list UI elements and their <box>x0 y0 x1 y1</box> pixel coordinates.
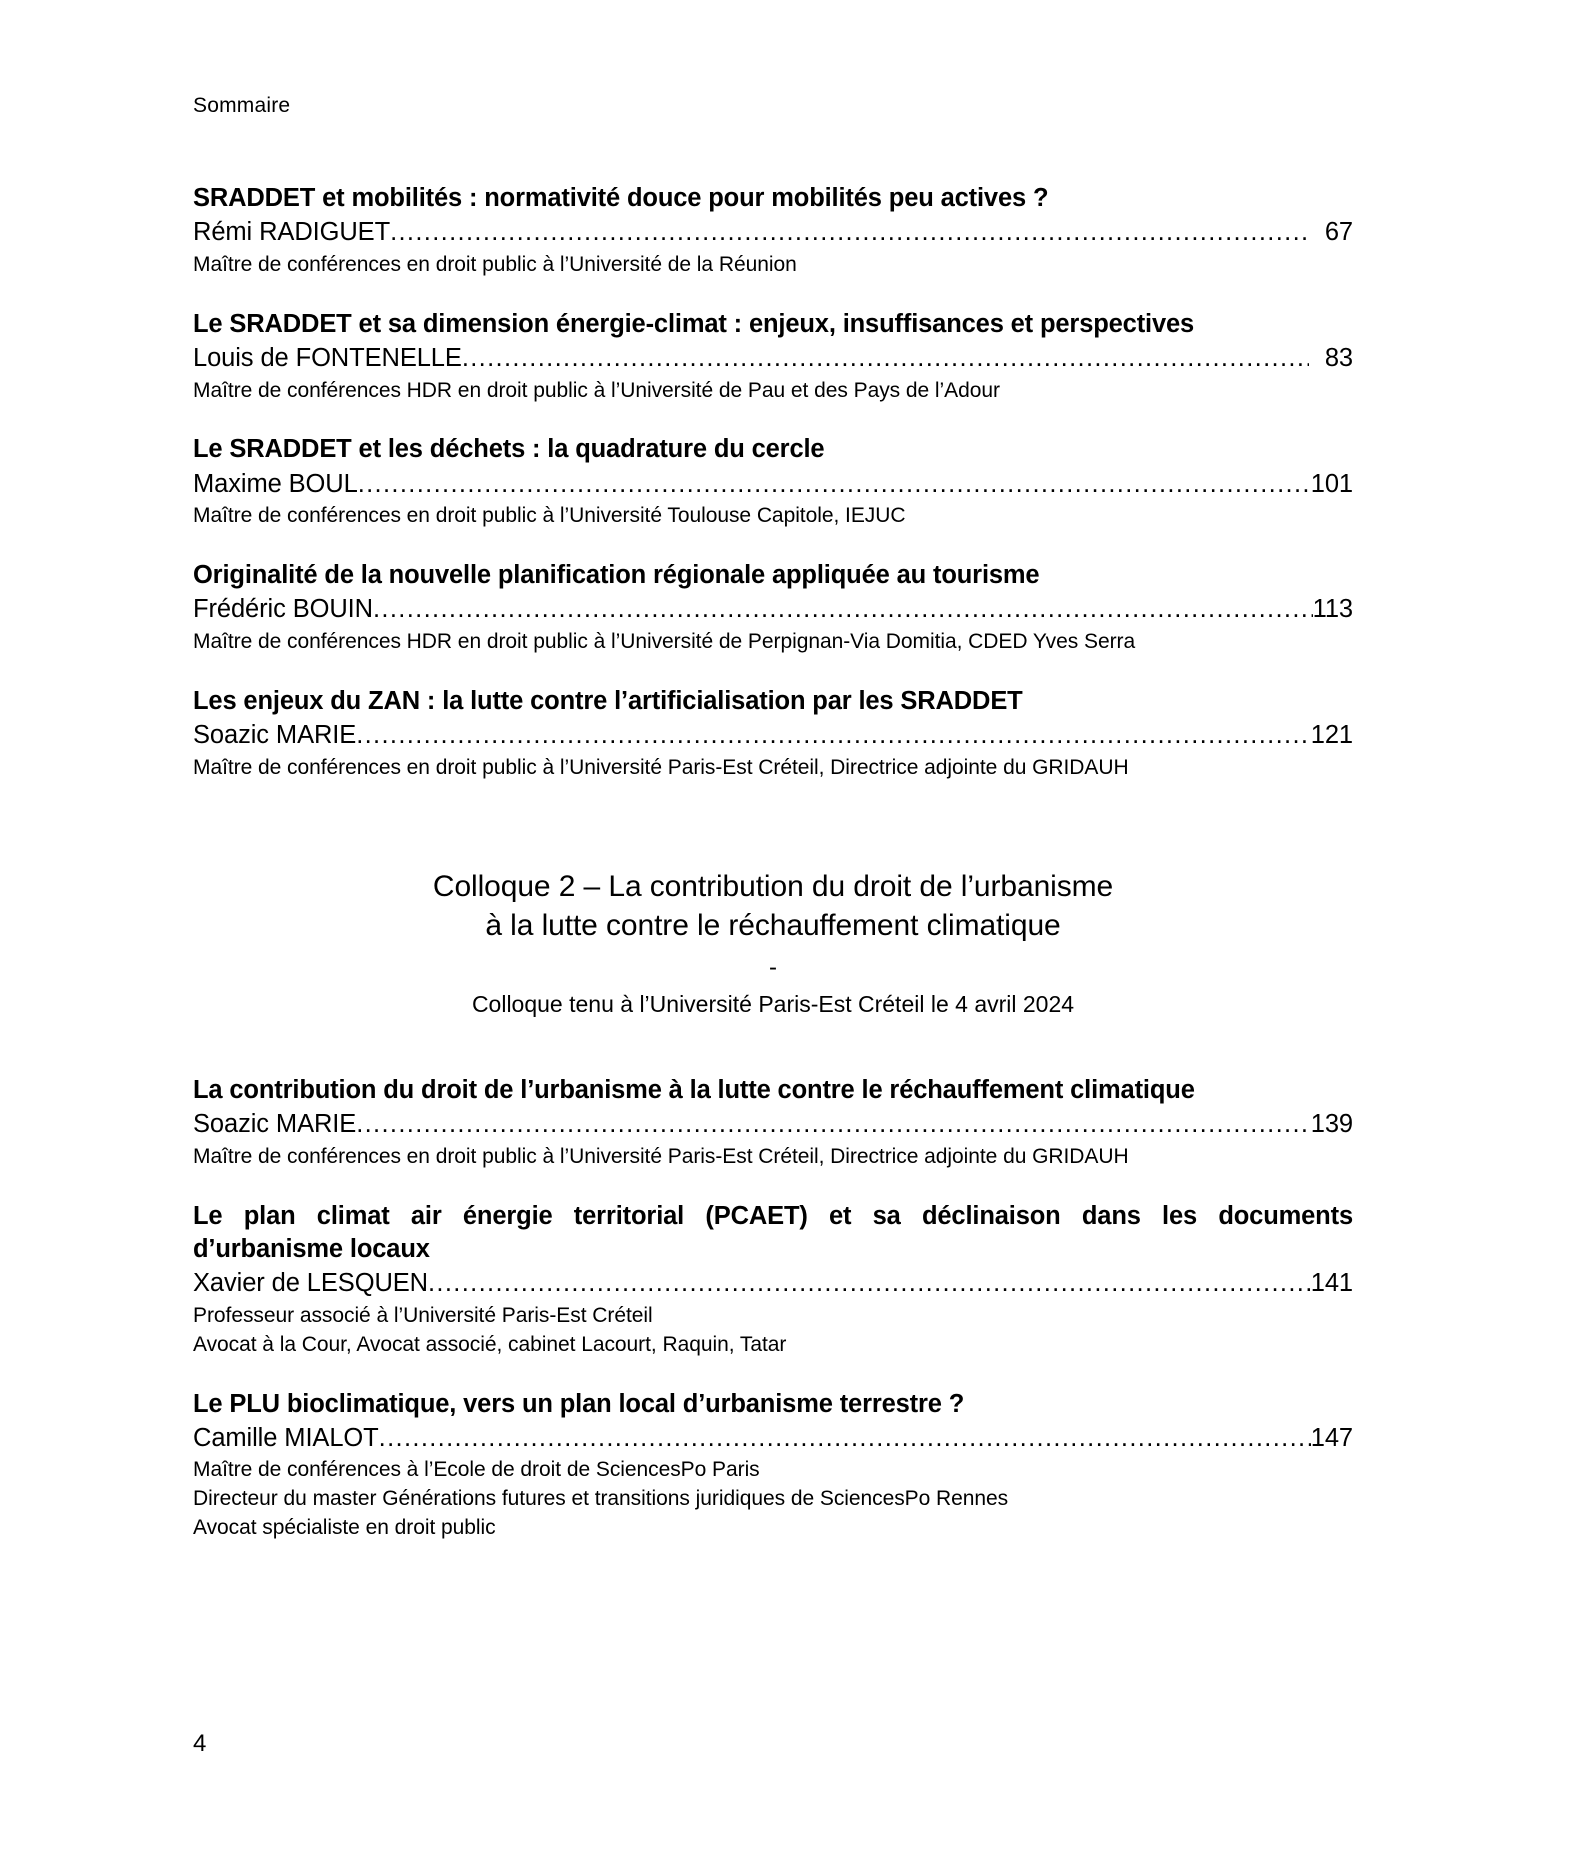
toc-entry-title-line-1: Le plan climat air énergie territorial (PCAET) et sa déclinaison dans les documents <box>193 1201 1353 1230</box>
page-number: 4 <box>193 1730 207 1757</box>
toc-entry-author: Louis de FONTENELLE <box>193 343 462 372</box>
toc-entry-title: SRADDET et mobilités : normativité douce pour mobilités peu actives ? <box>193 184 1049 212</box>
toc-entry-line <box>193 719 1353 752</box>
dot-leader <box>358 472 1311 498</box>
dot-leader <box>462 346 1309 372</box>
toc-entry-affiliation: Maître de conférences à l’Ecole de droit de SciencesPo Paris <box>193 1458 760 1482</box>
dot-leader <box>356 1112 1311 1138</box>
toc-entry-author: Camille MIALOT <box>193 1423 379 1452</box>
toc-entry[interactable] <box>193 1074 1353 1172</box>
toc-entry[interactable] <box>193 559 1353 657</box>
toc-entry-line <box>193 1108 1353 1141</box>
toc-entry[interactable] <box>193 1388 1353 1544</box>
toc-entry-page[interactable]: 101 <box>1310 469 1353 498</box>
toc-entry-affiliation: Maître de conférences en droit public à l’Université de la Réunion <box>193 252 797 276</box>
toc-entry[interactable] <box>193 1200 1353 1360</box>
toc-entry-affiliation: Maître de conférences en droit public à l’Université Toulouse Capitole, IEJUC <box>193 504 906 528</box>
toc-content <box>193 182 1353 1571</box>
toc-entry-affiliation: Avocat spécialiste en droit public <box>193 1516 496 1540</box>
dot-leader <box>390 220 1309 246</box>
toc-entry-title <box>193 1200 1353 1266</box>
running-head: Sommaire <box>193 94 291 117</box>
section-heading-subtitle: Colloque tenu à l’Université Paris-Est Créteil le 4 avril 2024 <box>471 990 1075 1017</box>
toc-entry-page[interactable]: 121 <box>1310 721 1353 750</box>
toc-entry-title: Les enjeux du ZAN : la lutte contre l’artificialisation par les SRADDET <box>193 686 1023 715</box>
toc-entry-page[interactable]: 67 <box>1324 218 1353 247</box>
toc-entry-page[interactable]: 139 <box>1310 1110 1353 1139</box>
toc-entry-title: Le SRADDET et les déchets : la quadrature du cercle <box>193 435 825 464</box>
toc-entry-line <box>193 1267 1353 1300</box>
toc-entry-page[interactable]: 83 <box>1324 343 1353 372</box>
toc-entry-author: Soazic MARIE <box>193 1110 357 1139</box>
toc-entry-line <box>193 1422 1353 1455</box>
toc-entry-title-line-2: d’urbanisme locaux <box>193 1234 430 1263</box>
dot-leader <box>356 723 1311 749</box>
section-heading-line-2: à la lutte contre le réchauffement climatique <box>485 909 1061 943</box>
toc-entry-affiliation: Maître de conférences HDR en droit public à l’Université de Pau et des Pays de l’Adour <box>193 378 1000 402</box>
toc-entry-author: Rémi RADIGUET <box>193 218 391 247</box>
section-heading-line-1: Colloque 2 – La contribution du droit de l’urbanisme <box>432 869 1114 903</box>
toc-entry-line <box>193 342 1353 375</box>
dot-leader <box>373 597 1313 623</box>
toc-entry-author: Soazic MARIE <box>193 721 357 750</box>
section-heading-dash: - <box>769 953 777 981</box>
toc-entry-line <box>193 216 1353 249</box>
section-heading <box>193 867 1353 1020</box>
toc-entry-affiliation: Avocat à la Cour, Avocat associé, cabinet Lacourt, Raquin, Tatar <box>193 1332 787 1356</box>
toc-entry-affiliation: Maître de conférences en droit public à l’Université Paris-Est Créteil, Directrice adjointe du GRIDAUH <box>193 1144 1129 1168</box>
toc-entry-author: Frédéric BOUIN <box>193 595 373 624</box>
toc-entry[interactable] <box>193 433 1353 531</box>
toc-entry-affiliation: Maître de conférences HDR en droit public à l’Université de Perpignan-Via Domitia, CDED Yves Serra <box>193 629 1136 653</box>
toc-entry-affiliation: Professeur associé à l’Université Paris-Est Créteil <box>193 1303 653 1327</box>
toc-entry-author: Maxime BOUL <box>193 469 358 498</box>
toc-entry-page[interactable]: 147 <box>1310 1423 1353 1452</box>
toc-entry-title: Originalité de la nouvelle planification régionale appliquée au tourisme <box>193 561 1040 590</box>
toc-entry-affiliation: Directeur du master Générations futures et transitions juridiques de SciencesPo Rennes <box>193 1487 1009 1511</box>
toc-entry-line <box>193 468 1353 501</box>
toc-entry-title: La contribution du droit de l’urbanisme à la lutte contre le réchauffement climatique <box>193 1076 1195 1105</box>
dot-leader <box>379 1426 1311 1452</box>
toc-entry-line <box>193 593 1353 626</box>
toc-entry[interactable] <box>193 182 1353 280</box>
toc-entry-page[interactable]: 113 <box>1312 595 1353 624</box>
toc-entry-page[interactable]: 141 <box>1310 1269 1353 1298</box>
toc-entry-affiliation: Maître de conférences en droit public à l’Université Paris-Est Créteil, Directrice adjointe du GRIDAUH <box>193 755 1129 779</box>
toc-entry-author: Xavier de LESQUEN <box>193 1269 428 1298</box>
toc-entry[interactable] <box>193 308 1353 406</box>
toc-entry-title: Le SRADDET et sa dimension énergie-climat : enjeux, insuffisances et perspectives <box>193 309 1195 338</box>
toc-entry-title: Le PLU bioclimatique, vers un plan local d’urbanisme terrestre ? <box>193 1389 965 1418</box>
dot-leader <box>428 1271 1311 1297</box>
toc-entry[interactable] <box>193 685 1353 783</box>
